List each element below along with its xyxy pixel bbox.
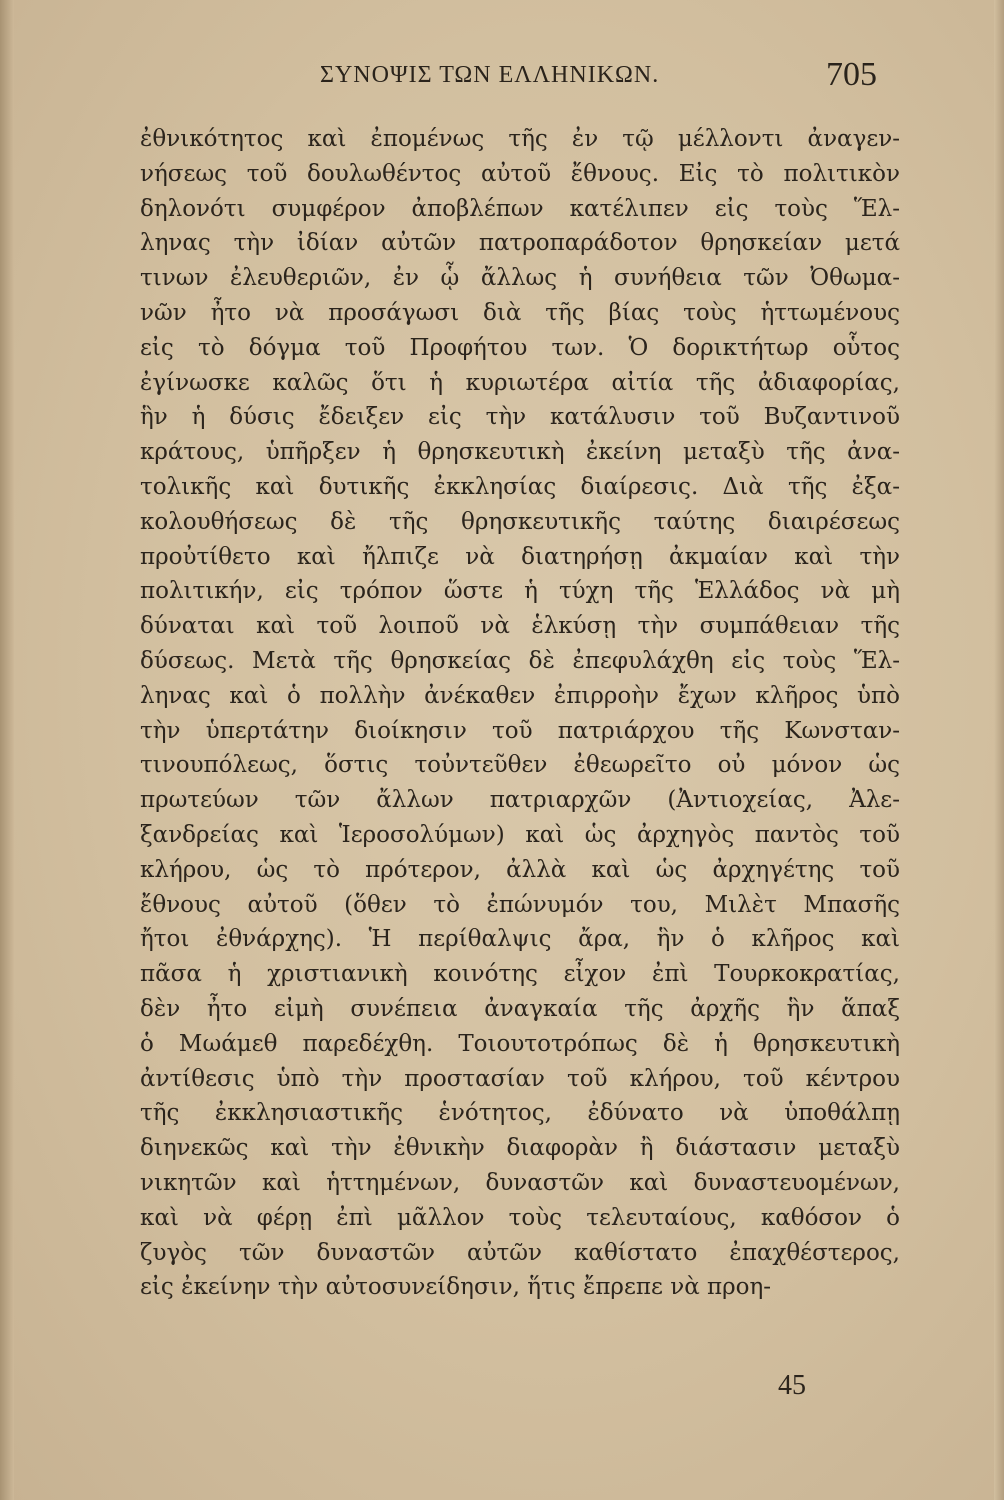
text-line: ἐγίνωσκε καλῶς ὅτι ἡ κυριωτέρα αἰτία τῆς ἀδιαφορίας, — [140, 369, 900, 396]
text-line: τῆς ἐκκλησιαστικῆς ἑνότητος, ἐδύνατο νὰ ὑποθάλπῃ — [140, 1100, 900, 1127]
printer-signature-mark: 45 — [778, 1370, 806, 1401]
text-line: πρωτεύων τῶν ἄλλων πατριαρχῶν (Ἀντιοχείας, Ἀλε- — [140, 787, 900, 814]
running-title: ΣΥΝΟΨΙΣ ΤΩΝ ΕΛΛΗΝΙΚΩΝ. — [320, 62, 660, 88]
text-line: ἐθνικότητος καὶ ἐπομένως τῆς ἐν τῷ μέλλοντι ἀναγεν- — [140, 126, 900, 152]
text-line: διηνεκῶς καὶ τὴν ἐθνικὴν διαφορὰν ἢ διάστασιν μεταξὺ — [140, 1135, 900, 1162]
text-line: εἰς τὸ δόγμα τοῦ Προφήτου των. Ὁ δορικτήτωρ οὗτος — [140, 334, 900, 361]
text-line: ἔθνους αὐτοῦ (ὅθεν τὸ ἐπώνυμόν του, Μιλὲτ Μπασῆς — [140, 891, 900, 918]
text-line: κολουθήσεως δὲ τῆς θρησκευτικῆς ταύτης διαιρέσεως — [140, 508, 900, 535]
text-line: ληνας τὴν ἰδίαν αὐτῶν πατροπαράδοτον θρησκείαν μετά — [140, 230, 900, 257]
text-line: ζυγὸς τῶν δυναστῶν αὐτῶν καθίστατο ἐπαχθέστερος, — [140, 1239, 900, 1266]
text-line: δὲν ἦτο εἰμὴ συνέπεια ἀναγκαία τῆς ἀρχῆς ἣν ἅπαξ — [140, 995, 900, 1022]
body-text — [140, 122, 900, 1382]
text-line: πολιτικήν, εἰς τρόπον ὥστε ἡ τύχη τῆς Ἑλλάδος νὰ μὴ — [140, 578, 900, 605]
text-line: πᾶσα ἡ χριστιανικὴ κοινότης εἶχον ἐπὶ Τουρκοκρατίας, — [140, 961, 900, 988]
text-line: ξανδρείας καὶ Ἱεροσολύμων) καὶ ὡς ἀρχηγὸς παντὸς τοῦ — [140, 821, 900, 848]
text-line: προὐτίθετο καὶ ἤλπιζε νὰ διατηρήσῃ ἀκμαίαν καὶ τὴν — [140, 543, 900, 570]
text-line: δηλονότι συμφέρον ἀποβλέπων κατέλιπεν εἰς τοὺς Ἕλ- — [140, 195, 900, 222]
page-right-edge — [994, 0, 1004, 1500]
text-line: δύναται καὶ τοῦ λοιποῦ νὰ ἑλκύσῃ τὴν συμπάθειαν τῆς — [140, 613, 900, 640]
text-line: εἰς ἐκείνην τὴν αὐτοσυνείδησιν, ἥτις ἔπρεπε νὰ προη- — [140, 1274, 772, 1301]
page-number: 705 — [826, 56, 877, 93]
text-line: καὶ νὰ φέρῃ ἐπὶ μᾶλλον τοὺς τελευταίους, καθόσον ὁ — [140, 1204, 900, 1231]
page-header — [0, 56, 1004, 106]
text-line: τὴν ὑπερτάτην διοίκησιν τοῦ πατριάρχου τῆς Κωνσταν- — [140, 717, 900, 744]
text-line: ληνας καὶ ὁ πολλὴν ἀνέκαθεν ἐπιρροὴν ἔχων κλῆρος ὑπὸ — [140, 682, 900, 709]
text-line: κράτους, ὑπῆρξεν ἡ θρησκευτικὴ ἐκείνη μεταξὺ τῆς ἀνα- — [140, 439, 900, 466]
text-line: νῶν ἦτο νὰ προσάγωσι διὰ τῆς βίας τοὺς ἡττωμένους — [140, 299, 900, 326]
text-line: ἣν ἡ δύσις ἔδειξεν εἰς τὴν κατάλυσιν τοῦ Βυζαντινοῦ — [140, 404, 900, 431]
text-line: κλήρου, ὡς τὸ πρότερον, ἀλλὰ καὶ ὡς ἀρχηγέτης τοῦ — [140, 856, 900, 883]
text-line: ἤτοι ἐθνάρχης). Ἡ περίθαλψις ἄρα, ἣν ὁ κλῆρος καὶ — [140, 926, 900, 953]
text-line: ὁ Μωάμεθ παρεδέχθη. Τοιουτοτρόπως δὲ ἡ θρησκευτικὴ — [140, 1030, 900, 1057]
text-line: νήσεως τοῦ δουλωθέντος αὐτοῦ ἔθνους. Εἰς τὸ πολιτικὸν — [140, 160, 900, 187]
text-line: νικητῶν καὶ ἡττημένων, δυναστῶν καὶ δυναστευομένων, — [140, 1169, 900, 1196]
text-line: ἀντίθεσις ὑπὸ τὴν προστασίαν τοῦ κλήρου, τοῦ κέντρου — [140, 1065, 900, 1092]
text-line: τινων ἐλευθεριῶν, ἐν ᾧ ἄλλως ἡ συνήθεια τῶν Ὀθωμα- — [140, 265, 900, 292]
text-line: δύσεως. Μετὰ τῆς θρησκείας δὲ ἐπεφυλάχθη εἰς τοὺς Ἕλ- — [140, 647, 900, 674]
text-line: τινουπόλεως, ὅστις τοὐντεῦθεν ἐθεωρεῖτο οὐ μόνον ὡς — [140, 752, 900, 779]
text-line: τολικῆς καὶ δυτικῆς ἐκκλησίας διαίρεσις. Διὰ τῆς ἐξα- — [140, 473, 900, 500]
page-left-edge — [0, 0, 14, 1500]
